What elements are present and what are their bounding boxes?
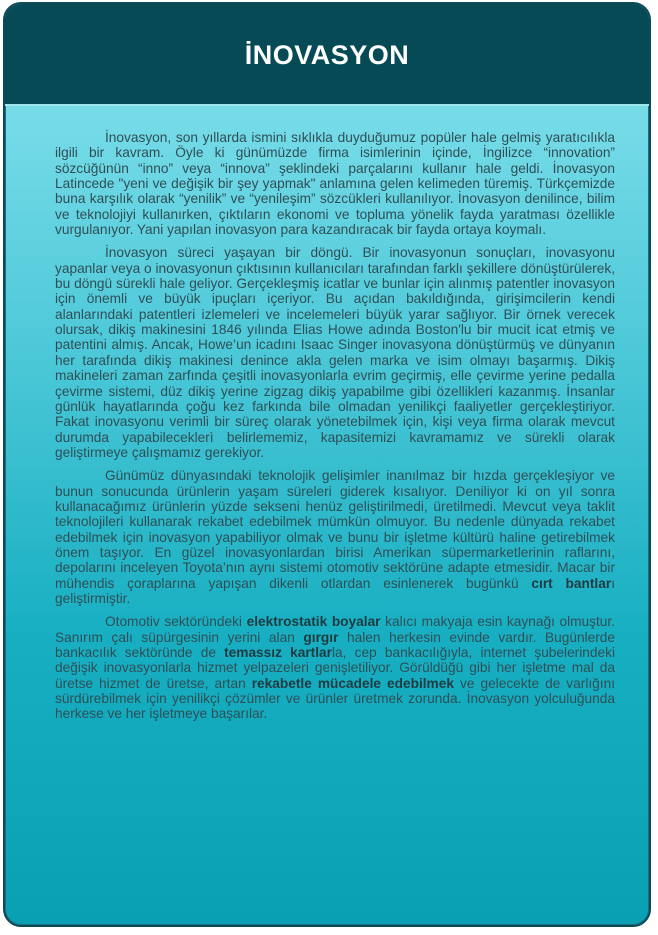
paragraph-4-text-d: halen herkesin evinde vardır. Bugünlerde bankacılık sektöründe de (55, 629, 616, 660)
highlight-temassiz-kartlar: temassız kartlar (224, 645, 332, 660)
paragraph-4-text-a: Otomotiv sektöründeki (105, 614, 247, 630)
paragraph-4-text-e: la, cep bankacılığıyla, internet şubelerindeki değişik inovasyonlarla hizmet yelpazeleri genişletiliyor. Görüldüğü gibi her işletme mal da üretse hizmet de üretse, artan (55, 645, 616, 691)
paragraph-1: İnovasyon, son yıllarda ismini sıklıkla duyduğumuz popüler hale gelmiş yaratıcılıkla ilgili bir kavram. Öyle ki günümüzde firma isimlerinin içinde, İngilizce “innovation” sözcüğünün “inno” veya “innova” şeklindeki parçalarını kullanır hale geldi. İnovasyon Latincede "yeni ve değişik bir şey yapmak" anlamına gelen kelimeden türemiş. Türkçemizde buna karşılık olarak “yenilik” ve “yenileşim” sözcükleri kullanılıyor. İnovasyon denilince, bilim ve teknolojiyi kullanırken, çıktıların ekonomi ve topluma yönelik fayda yaratması özellikle vurgulanıyor. Yani yapılan inovasyon para kazandıracak bir fayda ortaya koymalı. (55, 130, 615, 238)
page-title: İNOVASYON (244, 40, 410, 70)
document-card (3, 2, 651, 927)
title-banner (5, 4, 649, 106)
paragraph-3-text-c: ı geliştirmiştir. (55, 575, 615, 606)
highlight-girgir: gırgır (303, 629, 339, 645)
paragraph-4-text-f: ve gelecekte de varlığını sürdürebilmek için yenilikçi çözümler ve ürünler üretmek zorunda. İnovasyon yolculuğunda herkese ve her işletmeye başarılar. (55, 675, 615, 722)
highlight-rekabetle-mucadele: rekabetle mücadele edebilmek (251, 675, 454, 691)
highlight-cirt-bantlar: cırt bantlar (531, 575, 612, 591)
article-body (55, 130, 615, 730)
highlight-elektrostatik-boyalar: elektrostatik boyalar (246, 614, 381, 630)
paragraph-3-text-a: Günümüz dünyasındaki teknolojik gelişimler inanılmaz bir hızda gerçekleşiyor ve bunun sonucunda ürünlerin yaşam süreleri giderek kısalıyor. Deniliyor ki on yıl sonra kullanacağımız ürünlerin yüzde sekseni henüz geliştirilmedi, üretilmedi. Mevcut veya taklit teknolojileri kullanarak rekabet edebilmek mümkün olmuyor. Bu nedenle dünyada rekabet edebilmek için inovasyon yapabiliyor olmak ve bunu bir işletme kültürü haline getirebilmek önem taşıyor. En güzel inovasyonlardan birisi Amerikan süpermarketlerinin raflarını, depolarını inceleyen Toyota’nın aynı sistemi otomotiv sektörüne adapte etmesidir. Macar bir mühendis çoraplarına yapışan dikenli otlardan esinlenerek bugünkü (55, 468, 615, 591)
paragraph-2: İnovasyon süreci yaşayan bir döngü. Bir inovasyonun sonuçları, inovasyonu yapanlar veya o inovasyonun çıktısının kullanıcıları tarafından farklı şekillere dönüştürülerek, bu döngü sürekli hale geliyor. Gerçekleşmiş icatlar ve bunlar için alınmış patentler inovasyon için önemli ve büyük ipuçları içeriyor. Bu açıdan bakıldığında, girişimcilerin kendi alanlarındaki patentleri izlemeleri ve incelemeleri büyük yarar sağlıyor. Bir örnek verecek olursak, dikiş makinesini 1846 yılında Elias Howe adında Boston'lu bir mucit icat etmiş ve patentini almış. Ancak, Howe’un icadını Isaac Singer inovasyona dönüştürmüş ve dünyanın her tarafında dikiş makinesi denince akla gelen marka ve isim olmayı başarmış. Dikiş makineleri zaman zarfında çeşitli inovasyonlarla evrim geçirmiş, elle çevirme yerine pedalla çevirme sistemi, düz dikiş yerine zigzag dikiş yapabilme gibi özellikleri kazanmış. İnsanlar günlük hayatlarında çoğu kez farkında bile olmadan yenilikçi faaliyetler gerçekleştiriyor. Fakat inovasyonu verimli bir süreç olarak yönetebilmek için, kişi veya firma olarak mevcut durumda yapabileceklerì belirlememiz, kapasitemizi kavramamız ve sürekli olarak geliştirmeye çalışmamız gerekiyor. (55, 245, 615, 460)
paragraph-4-text-c: kalıcı makyaja esin kaynağı olmuştur. Sanırım çalı süpürgesinin yerini alan (55, 614, 615, 645)
paragraph-3 (55, 468, 615, 606)
paragraph-4 (55, 614, 615, 721)
